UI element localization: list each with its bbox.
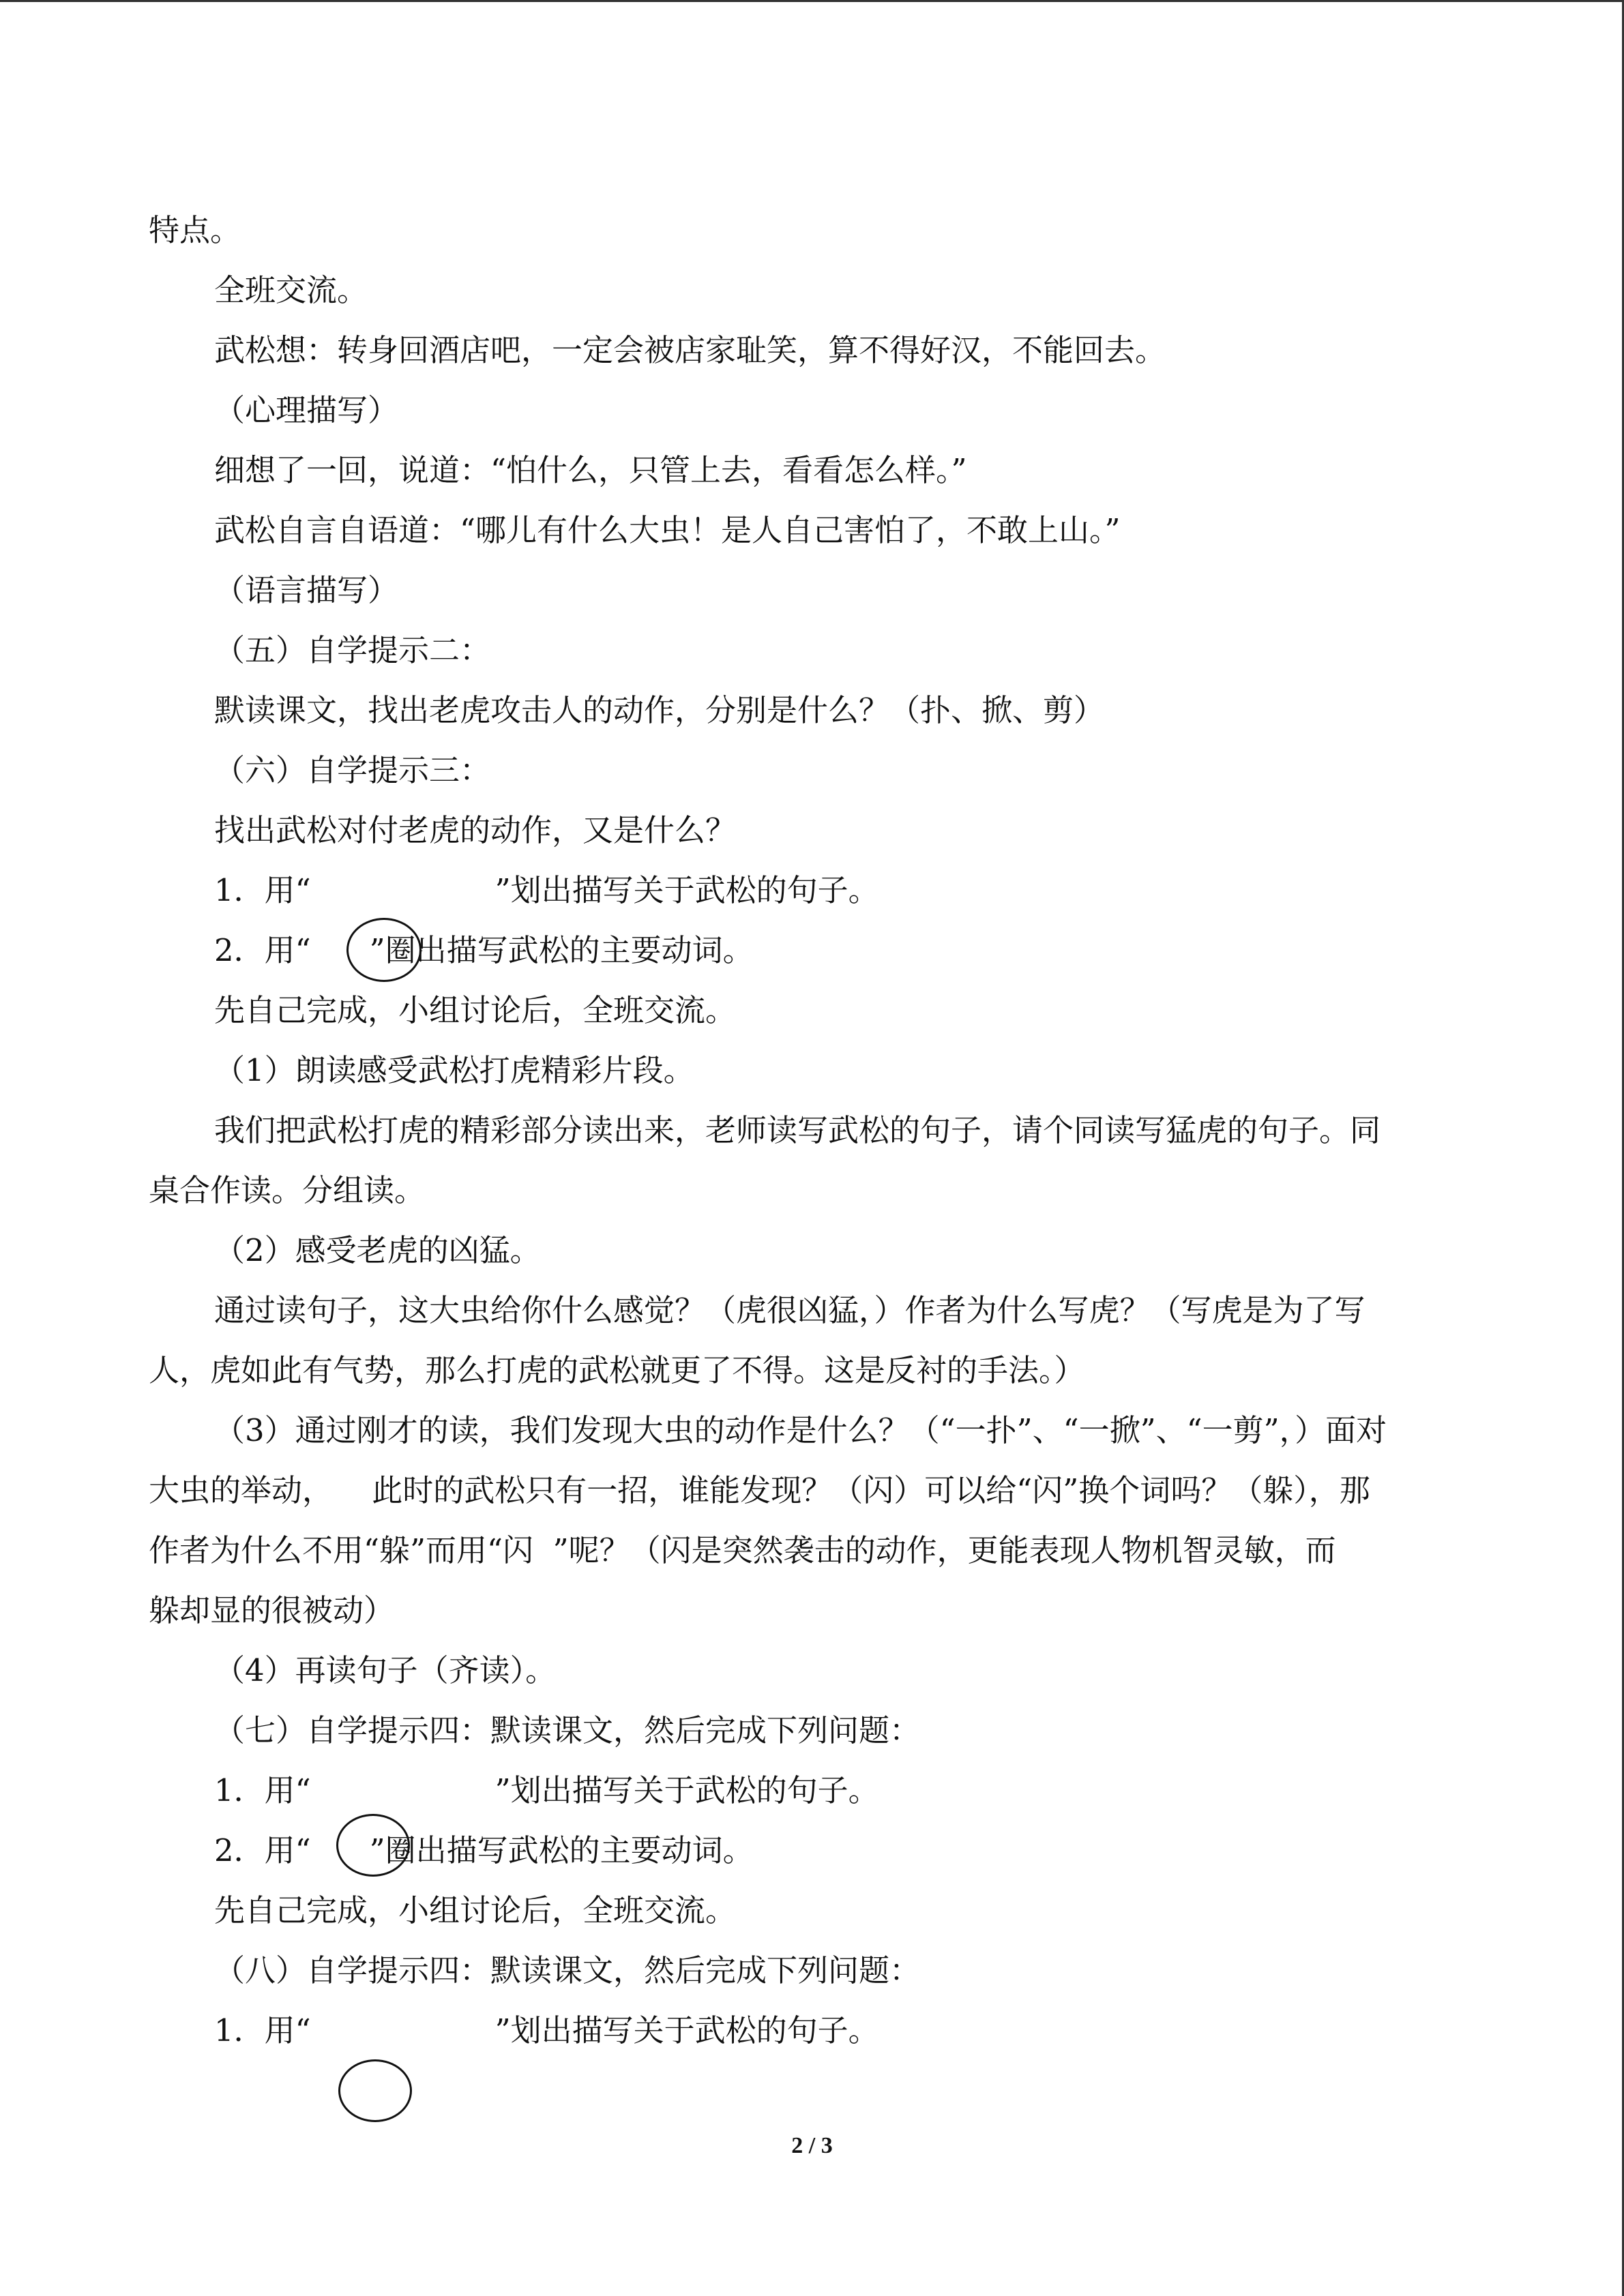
instruction-circle-1 <box>214 930 754 971</box>
instruction-prefix: 1．用“ <box>214 2012 311 2048</box>
instruction-prefix: 2．用“ <box>214 1832 311 1868</box>
paragraph-line: 先自己完成，小组讨论后，全班交流。 <box>214 1892 737 1928</box>
paragraph-line: 先自己完成，小组讨论后，全班交流。 <box>214 992 737 1028</box>
circle-shape <box>346 918 422 982</box>
instruction-underline-1 <box>214 870 879 911</box>
paragraph-line: （2）感受老虎的凶猛。 <box>214 1232 541 1268</box>
section-heading: （八）自学提示四：默读课文，然后完成下列问题： <box>214 1952 921 1988</box>
section-heading: （六）自学提示三： <box>214 752 491 788</box>
paragraph-line: （3）通过刚才的读，我们发现大虫的动作是什么？（“一扑”、“一掀”、“一剪”，）面对 <box>214 1412 1387 1448</box>
paragraph-line: 全班交流。 <box>214 272 368 308</box>
paragraph-line: （4）再读句子（齐读）。 <box>214 1652 557 1688</box>
instruction-circle-2 <box>214 1830 754 1871</box>
instruction-suffix: ”划出描写关于武松的句子。 <box>494 872 879 908</box>
instruction-underline-3 <box>214 2010 879 2051</box>
paragraph-line: 武松自言自语道：“哪儿有什么大虫！是人自己害怕了，不敢上山。” <box>214 512 1121 548</box>
instruction-suffix: ”划出描写关于武松的句子。 <box>494 2012 879 2048</box>
instruction-suffix: ”圈出描写武松的主要动词。 <box>369 1832 754 1868</box>
page-number: 2 / 3 <box>791 2133 833 2158</box>
instruction-prefix: 1．用“ <box>214 1772 311 1808</box>
paragraph-line: 细想了一回，说道：“怕什么，只管上去，看看怎么样。” <box>214 452 967 488</box>
circle-shape <box>336 1814 410 1877</box>
paragraph-line: 躲却显的很被动） <box>149 1592 395 1628</box>
instruction-prefix: 1．用“ <box>214 872 311 908</box>
instruction-suffix: ”划出描写关于武松的句子。 <box>494 1772 879 1808</box>
paragraph-line: 默读课文，找出老虎攻击人的动作，分别是什么？（扑、掀、剪） <box>214 692 1105 728</box>
underline-blank <box>311 900 495 901</box>
paragraph-line: 武松想：转身回酒店吧，一定会被店家耻笑，算不得好汉，不能回去。 <box>214 332 1166 368</box>
paragraph-line: 我们把武松打虎的精彩部分读出来，老师读写武松的句子，请个同读写猛虎的句子。同 <box>214 1112 1381 1148</box>
section-heading: （五）自学提示二： <box>214 632 491 668</box>
paragraph-line: 找出武松对付老虎的动作，又是什么？ <box>214 812 737 848</box>
paragraph-line: （语言描写） <box>214 572 399 608</box>
section-heading: （七）自学提示四：默读课文，然后完成下列问题： <box>214 1712 921 1748</box>
paragraph-line: 桌合作读。分组读。 <box>149 1172 426 1208</box>
paragraph-line: （1）朗读感受武松打虎精彩片段。 <box>214 1052 694 1088</box>
underline-blank <box>311 2040 495 2041</box>
paragraph-line: 作者为什么不用“躲”而用“闪 ”呢？（闪是突然袭击的动作，更能表现人物机智灵敏，而 <box>149 1532 1336 1568</box>
underline-blank <box>311 1800 495 1801</box>
paragraph-line: 人，虎如此有气势，那么打虎的武松就更了不得。这是反衬的手法。） <box>149 1352 1085 1388</box>
instruction-underline-2 <box>214 1770 879 1811</box>
paragraph-line: （心理描写） <box>214 392 399 428</box>
paragraph-line: 大虫的举动， 此时的武松只有一招，谁能发现？（闪）可以给“闪”换个词吗？（躲），那 <box>149 1472 1370 1508</box>
instruction-suffix: ”圈出描写武松的主要动词。 <box>369 932 754 968</box>
paragraph-line: 特点。 <box>149 212 241 248</box>
instruction-prefix: 2．用“ <box>214 932 311 968</box>
circle-shape <box>338 2059 412 2122</box>
paragraph-line: 通过读句子，这大虫给你什么感觉？（虎很凶猛，）作者为什么写虎？（写虎是为了写 <box>214 1292 1365 1328</box>
